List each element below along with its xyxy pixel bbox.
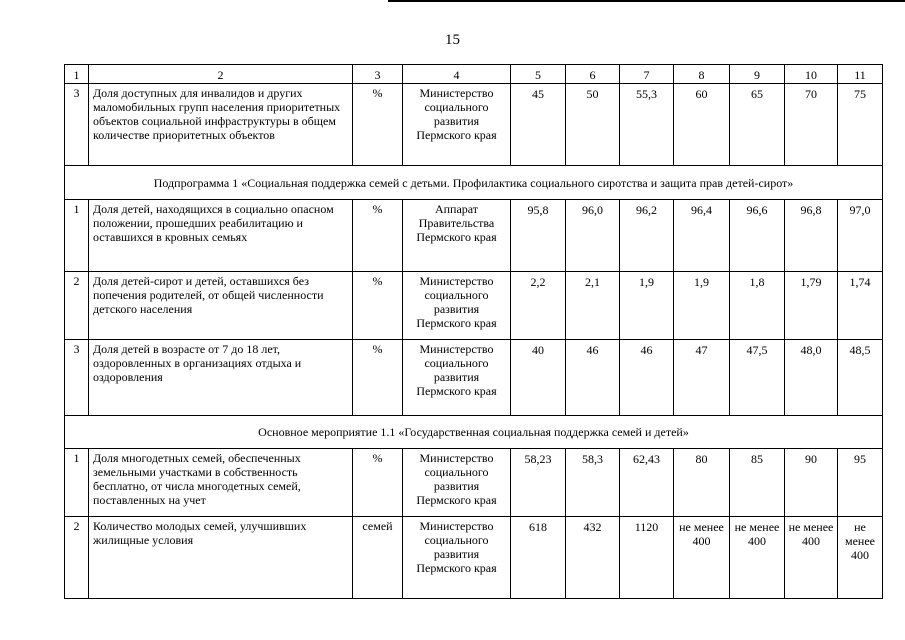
value-cell: 48,5 xyxy=(838,340,883,416)
value-cell: 96,0 xyxy=(566,200,620,272)
value-cell: не менее 400 xyxy=(674,517,730,599)
value-cell: 2,1 xyxy=(566,272,620,340)
value-cell: 70 xyxy=(785,84,838,166)
value-cell: 1,8 xyxy=(730,272,785,340)
header-cell: 9 xyxy=(730,65,785,84)
table-row xyxy=(65,272,883,340)
table-row xyxy=(65,84,883,166)
value-cell: 1,9 xyxy=(674,272,730,340)
value-cell: 96,2 xyxy=(620,200,674,272)
value-cell: 48,0 xyxy=(785,340,838,416)
value-cell: 58,3 xyxy=(566,449,620,517)
header-cell: 3 xyxy=(353,65,403,84)
value-cell: 432 xyxy=(566,517,620,599)
indicator-name: Доля многодетных семей, обеспеченных земельными участками в собственность бесплатно, от числа многодетных семей, поставленных на учет xyxy=(89,449,353,517)
responsible-org: Министерство социального развития Пермского края xyxy=(403,517,511,599)
value-cell: 96,4 xyxy=(674,200,730,272)
value-cell: 58,23 xyxy=(511,449,566,517)
unit-cell: % xyxy=(353,200,403,272)
value-cell: 80 xyxy=(674,449,730,517)
value-cell: 1,79 xyxy=(785,272,838,340)
responsible-org: Министерство социального развития Пермского края xyxy=(403,340,511,416)
value-cell: 46 xyxy=(620,340,674,416)
value-cell: 47,5 xyxy=(730,340,785,416)
value-cell: не менее 400 xyxy=(730,517,785,599)
unit-cell: % xyxy=(353,340,403,416)
responsible-org: Министерство социального развития Пермского края xyxy=(403,272,511,340)
indicator-name: Доля детей в возрасте от 7 до 18 лет, оздоровленных в организациях отдыха и оздоровления xyxy=(89,340,353,416)
value-cell: 1,9 xyxy=(620,272,674,340)
value-cell: 95,8 xyxy=(511,200,566,272)
table-row xyxy=(65,200,883,272)
value-cell: 618 xyxy=(511,517,566,599)
unit-cell: % xyxy=(353,84,403,166)
row-number: 2 xyxy=(65,517,89,599)
section-row xyxy=(65,166,883,200)
table-header-row xyxy=(65,65,883,84)
value-cell: 50 xyxy=(566,84,620,166)
value-cell: 75 xyxy=(838,84,883,166)
header-cell: 6 xyxy=(566,65,620,84)
row-number: 3 xyxy=(65,340,89,416)
responsible-org: Министерство социального развития Пермского края xyxy=(403,84,511,166)
header-cell: 2 xyxy=(89,65,353,84)
value-cell: 45 xyxy=(511,84,566,166)
top-border-line xyxy=(388,0,905,2)
value-cell: 1,74 xyxy=(838,272,883,340)
row-number: 2 xyxy=(65,272,89,340)
header-cell: 1 xyxy=(65,65,89,84)
value-cell: 95 xyxy=(838,449,883,517)
table-row xyxy=(65,517,883,599)
value-cell: 62,43 xyxy=(620,449,674,517)
value-cell: 97,0 xyxy=(838,200,883,272)
value-cell: 2,2 xyxy=(511,272,566,340)
page-number: 15 xyxy=(445,32,460,48)
table-row xyxy=(65,340,883,416)
value-cell: не менее 400 xyxy=(838,517,883,599)
value-cell: 90 xyxy=(785,449,838,517)
table-row xyxy=(65,449,883,517)
header-cell: 7 xyxy=(620,65,674,84)
section-title: Подпрограмма 1 «Социальная поддержка семей с детьми. Профилактика социального сиротства и защита прав детей-сирот» xyxy=(65,166,883,200)
value-cell: 55,3 xyxy=(620,84,674,166)
indicator-name: Доля детей, находящихся в социально опасном положении, прошедших реабилитацию и оставшихся в кровных семьях xyxy=(89,200,353,272)
row-number: 1 xyxy=(65,449,89,517)
value-cell: не менее 400 xyxy=(785,517,838,599)
header-cell: 8 xyxy=(674,65,730,84)
value-cell: 47 xyxy=(674,340,730,416)
indicator-name: Доля детей-сирот и детей, оставшихся без попечения родителей, от общей численности детского населения xyxy=(89,272,353,340)
indicator-name: Доля доступных для инвалидов и других маломобильных групп населения приоритетных объектов социальной инфраструктуры в общем количестве приоритетных объектов xyxy=(89,84,353,166)
responsible-org: Аппарат Правительства Пермского края xyxy=(403,200,511,272)
header-cell: 5 xyxy=(511,65,566,84)
unit-cell: % xyxy=(353,449,403,517)
indicators-table xyxy=(64,64,883,599)
unit-cell: % xyxy=(353,272,403,340)
value-cell: 60 xyxy=(674,84,730,166)
responsible-org: Министерство социального развития Пермского края xyxy=(403,449,511,517)
header-cell: 4 xyxy=(403,65,511,84)
value-cell: 40 xyxy=(511,340,566,416)
value-cell: 46 xyxy=(566,340,620,416)
value-cell: 65 xyxy=(730,84,785,166)
value-cell: 96,8 xyxy=(785,200,838,272)
section-row xyxy=(65,416,883,449)
row-number: 1 xyxy=(65,200,89,272)
indicator-name: Количество молодых семей, улучшивших жилищные условия xyxy=(89,517,353,599)
header-cell: 11 xyxy=(838,65,883,84)
value-cell: 96,6 xyxy=(730,200,785,272)
value-cell: 85 xyxy=(730,449,785,517)
value-cell: 1120 xyxy=(620,517,674,599)
unit-cell: семей xyxy=(353,517,403,599)
page-bottom-crop xyxy=(0,606,905,640)
section-title: Основное мероприятие 1.1 «Государственная социальная поддержка семей и детей» xyxy=(65,416,883,449)
row-number: 3 xyxy=(65,84,89,166)
header-cell: 10 xyxy=(785,65,838,84)
